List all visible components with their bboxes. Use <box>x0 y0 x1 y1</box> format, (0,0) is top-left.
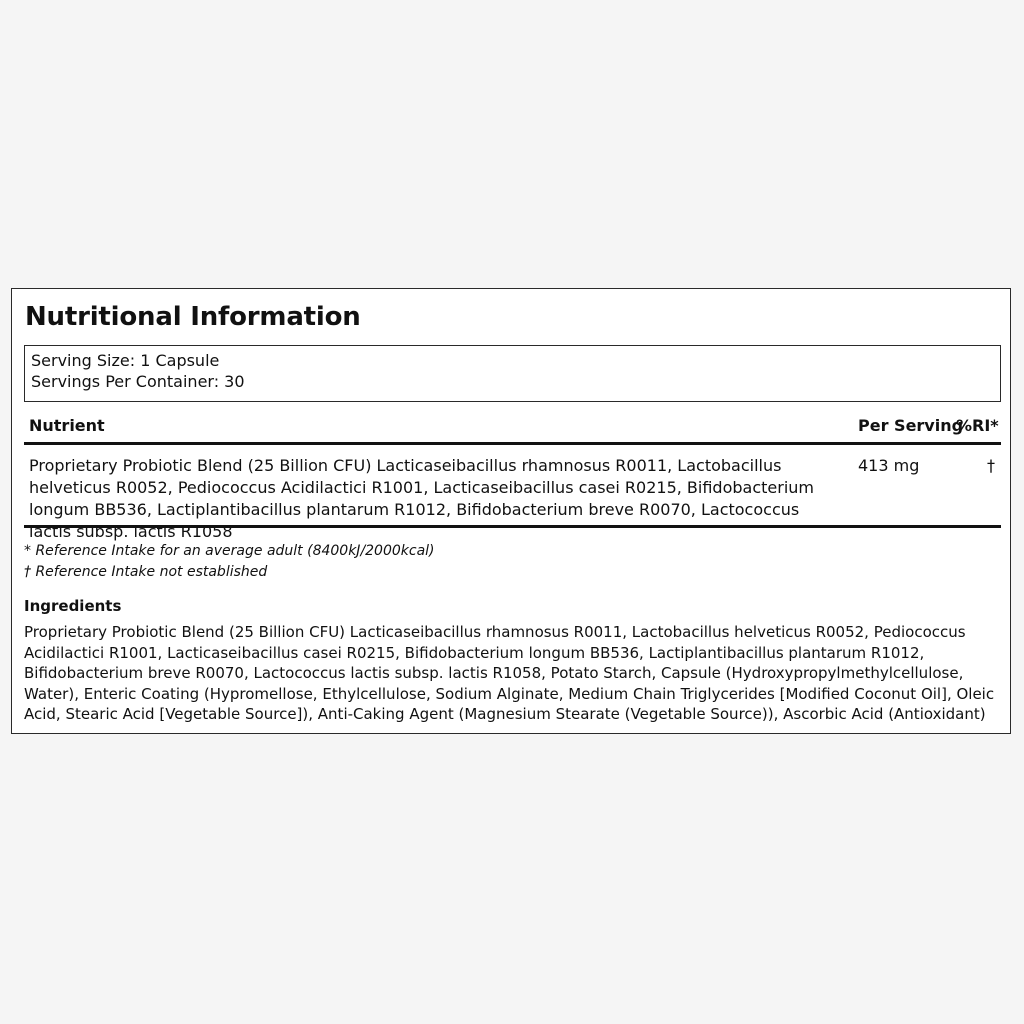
nutrition-panel <box>11 288 1011 734</box>
header-per-serving: Per Serving <box>858 416 964 435</box>
panel-title: Nutritional Information <box>25 302 361 332</box>
servings-per-container: Servings Per Container: 30 <box>31 372 245 391</box>
serving-size: Serving Size: 1 Capsule <box>31 351 220 370</box>
row-ri: † <box>987 456 995 475</box>
serving-info-box <box>24 345 1001 402</box>
footnotes <box>24 541 435 583</box>
header-ri: %RI* <box>956 416 999 435</box>
nutrient-table-header <box>24 414 1001 445</box>
ingredients-heading: Ingredients <box>24 597 122 615</box>
ingredients-text: Proprietary Probiotic Blend (25 Billion CFU) Lacticaseibacillus rhamnosus R0011, Lactobacillus helveticus R0052, Pediococcus Acidilactici R1001, Lacticaseibacillus casei R0215, Bifidobacterium longum BB536, Lactiplantibacillus plantarum R1012, Bifidobacterium breve R0070, Lactococcus lactis subsp. lactis R1058, Potato Starch, Capsule (Hydroxypropylmethylcellulose, Water), Enteric Coating (Hypromellose, Ethylcellulose, Sodium Alginate, Medium Chain Triglycerides [Modified Coconut Oil], Oleic Acid, Stearic Acid [Vegetable Source]), Anti-Caking Agent (Magnesium Stearate (Vegetable Source)), Ascorbic Acid (Antioxidant) <box>24 623 995 723</box>
row-nutrient-name: Proprietary Probiotic Blend (25 Billion CFU) Lacticaseibacillus rhamnosus R0011, Lactobacillus helveticus R0052, Pediococcus Acidilactici R1001, Lacticaseibacillus casei R0215, Bifidobacterium longum BB536, Lactiplantibacillus plantarum R1012, Bifidobacterium breve R0070, Lactococcus lactis subsp. lactis R1058 <box>29 456 814 541</box>
footnote-not-established: † Reference Intake not established <box>24 564 268 580</box>
table-row <box>24 445 1001 541</box>
footnote-ri: * Reference Intake for an average adult (8400kJ/2000kcal) <box>24 543 435 559</box>
row-per-serving: 413 mg <box>858 456 920 475</box>
header-nutrient: Nutrient <box>29 416 105 435</box>
